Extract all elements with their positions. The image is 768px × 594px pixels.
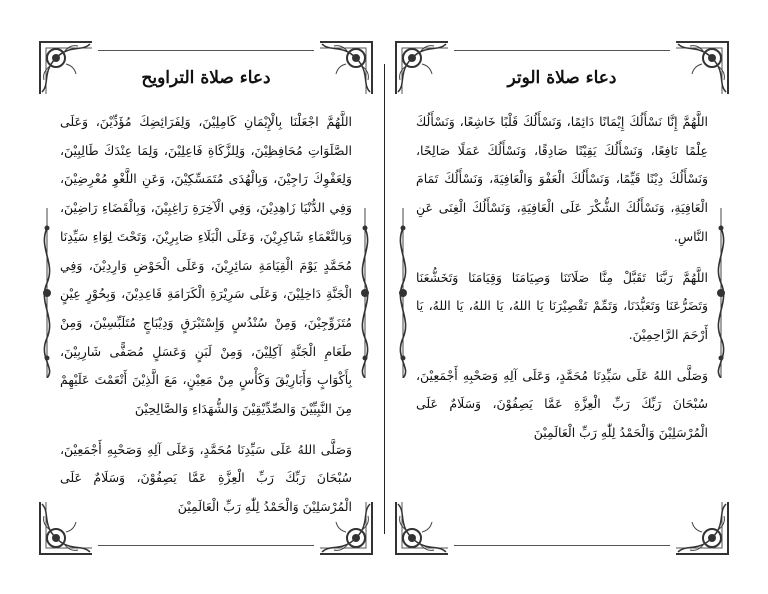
page-title: دعاء صلاة الوتر bbox=[507, 68, 617, 88]
top-rule bbox=[454, 50, 670, 51]
corner-ornament-icon bbox=[672, 498, 732, 558]
page-divider bbox=[384, 64, 385, 534]
page-title: دعاء صلاة التراويح bbox=[141, 68, 271, 88]
prayer-paragraph: اللَّهُمَّ رَبَّنَا تَقَبَّلْ مِنَّا صَلَاتَنَا وَصِيَامَنَا وَقِيَامَنَا وَتَخَشُّعَنَا وَتَضَرُّعَنَا وَتَعَبُّدَنَا، وَتَمِّمْ تَقْصِيْرَنَا يَا اللهُ، يَا اللهُ، يَا اللهُ، يَا أَرْحَمَ الرَّاحِمِيْنَ. bbox=[416, 269, 708, 342]
bottom-rule bbox=[454, 545, 670, 546]
top-rule bbox=[98, 50, 314, 51]
prayer-text bbox=[416, 108, 708, 460]
edge-ornament-icon bbox=[710, 208, 732, 378]
prayer-paragraph: اللَّهُمَّ إِنَّا نَسْأَلُكَ إِيْمَانًا دَائِمًا، وَنَسْأَلُكَ قَلْبًا خَاشِعًا، وَنَسْأَلُكَ عِلْمًا نَافِعًا، وَنَسْأَلُكَ يَقِيْنًا صَادِقًا، وَنَسْأَلُكَ عَمَلًا صَالِحًا، وَنَسْأَلُكَ دِيْنًا قَيِّمًا، وَنَسْأَلُكَ الْعَفْوَ وَالْعَافِيَةَ، وَنَسْأَلُكَ تَمَامَ الْعَافِيَةِ، وَنَسْأَلُكَ الشُّكْرَ عَلَى الْعَافِيَةِ، وَنَسْأَلُكَ الْغِنَى عَنِ النَّاسِ. bbox=[416, 114, 708, 244]
corner-ornament-icon bbox=[392, 498, 452, 558]
prayer-paragraph: وَصَلَّى اللهُ عَلَى سَيِّدِنَا مُحَمَّدٍ، وَعَلَى آلِهِ وَصَحْبِهِ أَجْمَعِيْنَ، سُبْحَانَ رَبِّكَ رَبِّ الْعِزَّةِ عَمَّا يَصِفُوْنَ، وَسَلَامٌ عَلَى الْمُرْسَلِيْنَ وَالْحَمْدُ لِلّٰهِ رَبِّ الْعَالَمِيْنَ bbox=[416, 367, 708, 441]
left-page bbox=[36, 38, 376, 558]
edge-ornament-icon bbox=[354, 208, 376, 378]
bottom-rule bbox=[98, 545, 314, 546]
right-page bbox=[392, 38, 732, 558]
edge-ornament-icon bbox=[36, 208, 58, 378]
prayer-text bbox=[60, 108, 352, 534]
prayer-paragraph: اللَّهُمَّ اجْعَلْنَا بِالْإِيْمَانِ كَامِلِيْنَ، وَلِفَرَائِضِكَ مُؤَدِّيْنَ، وَعَلَى الصَّلَوَاتِ مُحَافِظِيْنَ، وَلِلزَّكَاةِ فَاعِلِيْنَ، وَلِمَا عِنْدَكَ طَالِبِيْنَ، وَلِعَفْوِكَ رَاجِيْنَ، وَبِالْهُدَى مُتَمَسِّكِيْنَ، وَعَنِ اللَّغْوِ مُعْرِضِيْنَ، وَفِي الدُّنْيَا زَاهِدِيْنَ، وَفِي الْآخِرَةِ رَاغِبِيْنَ، وَبِالْقَضَاءِ رَاضِيْنَ، وَبِالنَّعْمَاءِ شَاكِرِيْنَ، وَعَلَى الْبَلَاءِ صَابِرِيْنَ، وَتَحْتَ لِوَاءِ سَيِّدِنَا مُحَمَّدٍ يَوْمَ الْقِيَامَةِ سَائِرِيْنَ، وَعَلَى الْحَوْضِ وَارِدِيْنَ، وَفِي الْجَنَّةِ دَاخِلِيْنَ، وَعَلَى سَرِيْرَةِ الْكَرَامَةِ قَاعِدِيْنَ، وَبِحُوْرٍ عِيْنٍ مُتَزَوِّجِيْنَ، وَمِنْ سُنْدُسٍ وَإِسْتَبْرَقٍ وَدِيْبَاجٍ مُتَلَبِّسِيْنَ، وَمِنْ طَعَامِ الْجَنَّةِ آكِلِيْنَ، وَمِنْ لَبَنٍ وَعَسَلٍ مُصَفًّى شَارِبِيْنَ، بِأَكْوَابٍ وَأَبَارِيْقَ وَكَأْسٍ مِنْ مَعِيْنٍ، مَعَ الَّذِيْنَ أَنْعَمْتَ عَلَيْهِمْ مِنَ النَّبِيِّيْنَ وَالصِّدِّيْقِيْنَ وَالشُّهَدَاءِ وَالصَّالِحِيْنَ bbox=[60, 114, 352, 417]
edge-ornament-icon bbox=[392, 208, 414, 378]
prayer-paragraph: وَصَلَّى اللهُ عَلَى سَيِّدِنَا مُحَمَّدٍ، وَعَلَى آلِهِ وَصَحْبِهِ أَجْمَعِيْنَ، سُبْحَانَ رَبِّكَ رَبِّ الْعِزَّةِ عَمَّا يَصِفُوْنَ، وَسَلَامٌ عَلَى الْمُرْسَلِيْنَ وَالْحَمْدُ لِلّٰهِ رَبِّ الْعَالَمِيْنَ bbox=[60, 441, 352, 515]
